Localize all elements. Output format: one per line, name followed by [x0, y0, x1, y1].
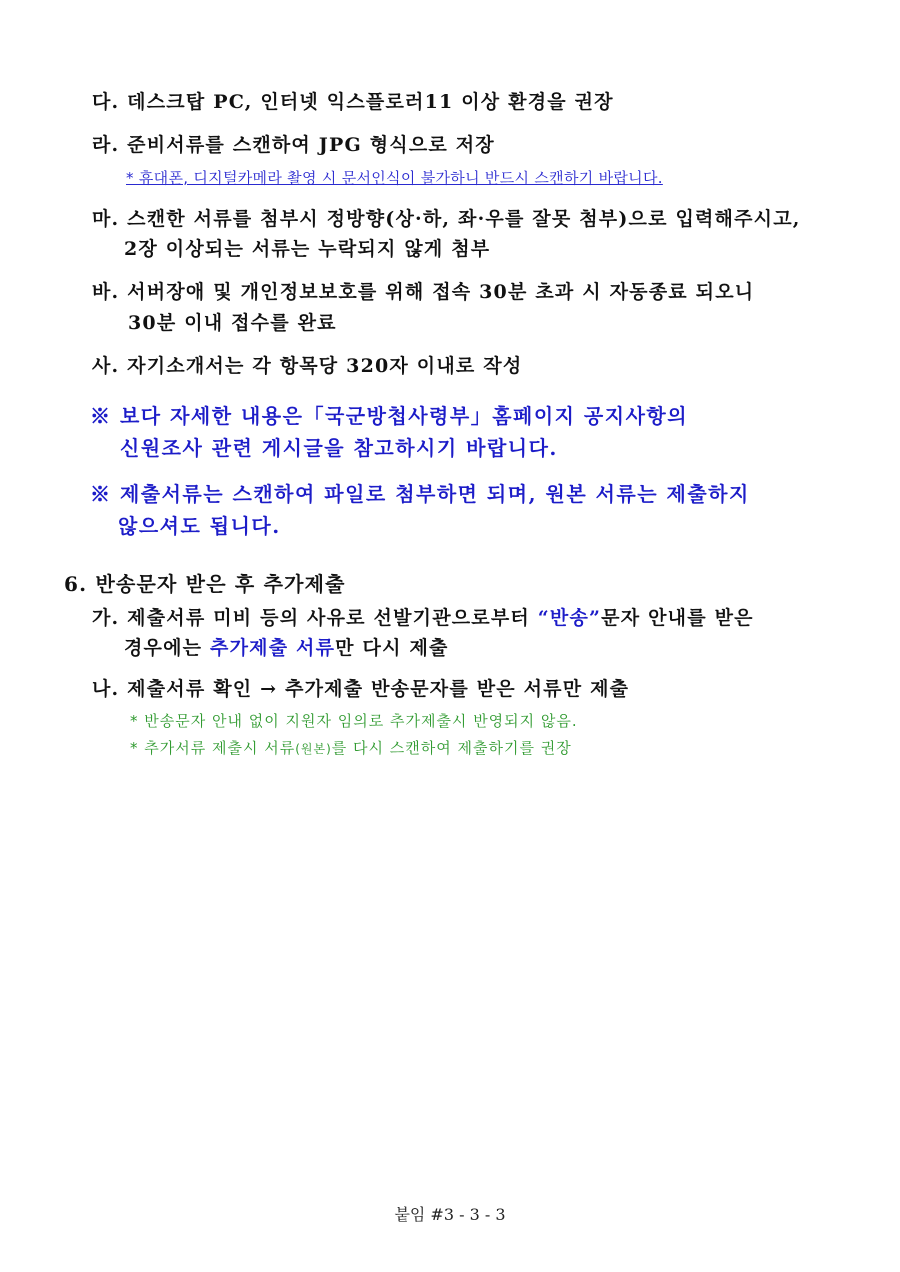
item-da: 다. 데스크탑 PC, 인터넷 익스플로러11 이상 환경을 권장 — [92, 91, 614, 113]
item-ba-line2: 30분 이내 접수를 완료 — [128, 312, 337, 334]
page-footer: 붙임 #3 - 3 - 3 — [394, 1205, 506, 1224]
na-note-2 — [130, 737, 572, 758]
ga-text-1: 가. 제출서류 미비 등의 사유로 선발기관으로부터 — [92, 607, 538, 629]
ga-text-4: 만 다시 제출 — [335, 637, 449, 659]
notice-2-line2: 않으셔도 됩니다. — [118, 514, 281, 538]
section-6-title: 6. 반송문자 받은 후 추가제출 — [64, 572, 346, 596]
item-ra-note: * 휴대폰, 디지털카메라 촬영 시 문서인식이 불가하니 반드시 스캔하기 바랍니다. — [126, 169, 663, 187]
ga-text-2: 문자 안내를 받은 — [601, 607, 754, 629]
item-sa: 사. 자기소개서는 각 항목당 320자 이내로 작성 — [92, 355, 523, 377]
na-note2-text1: * 추가서류 제출시 서류 — [130, 739, 296, 757]
item-ma-line1: 마. 스캔한 서류를 첨부시 정방향(상·하, 좌·우를 잘못 첨부)으로 입력해주시고, — [92, 208, 801, 230]
na-note2-text2: 를 다시 스캔하여 제출하기를 권장 — [331, 739, 572, 757]
ga-text-3: 경우에는 — [124, 637, 211, 659]
notice-1-line1: ※ 보다 자세한 내용은「국군방첩사령부」홈페이지 공지사항의 — [90, 404, 689, 428]
notice-1-line2: 신원조사 관련 게시글을 참고하시기 바랍니다. — [120, 436, 558, 460]
ga-highlight-docs: 추가제출 서류 — [210, 637, 336, 659]
na-note2-small: (원본) — [295, 742, 332, 756]
item-ra: 라. 준비서류를 스캔하여 JPG 형식으로 저장 — [92, 134, 495, 156]
notice-2-line1: ※ 제출서류는 스캔하여 파일로 첨부하면 되며, 원본 서류는 제출하지 — [90, 482, 750, 506]
item-ma-line2: 2장 이상되는 서류는 누락되지 않게 첨부 — [124, 238, 491, 260]
section6-na: 나. 제출서류 확인 → 추가제출 반송문자를 받은 서류만 제출 — [92, 678, 630, 700]
item-ba-line1: 바. 서버장애 및 개인정보보호를 위해 접속 30분 초과 시 자동종료 되오니 — [92, 281, 755, 303]
na-note-1: * 반송문자 안내 없이 지원자 임의로 추가제출시 반영되지 않음. — [130, 712, 578, 730]
ga-highlight-bansong: “반송” — [537, 607, 602, 629]
section6-ga-line2 — [124, 636, 449, 660]
section6-ga-line1 — [92, 606, 754, 630]
